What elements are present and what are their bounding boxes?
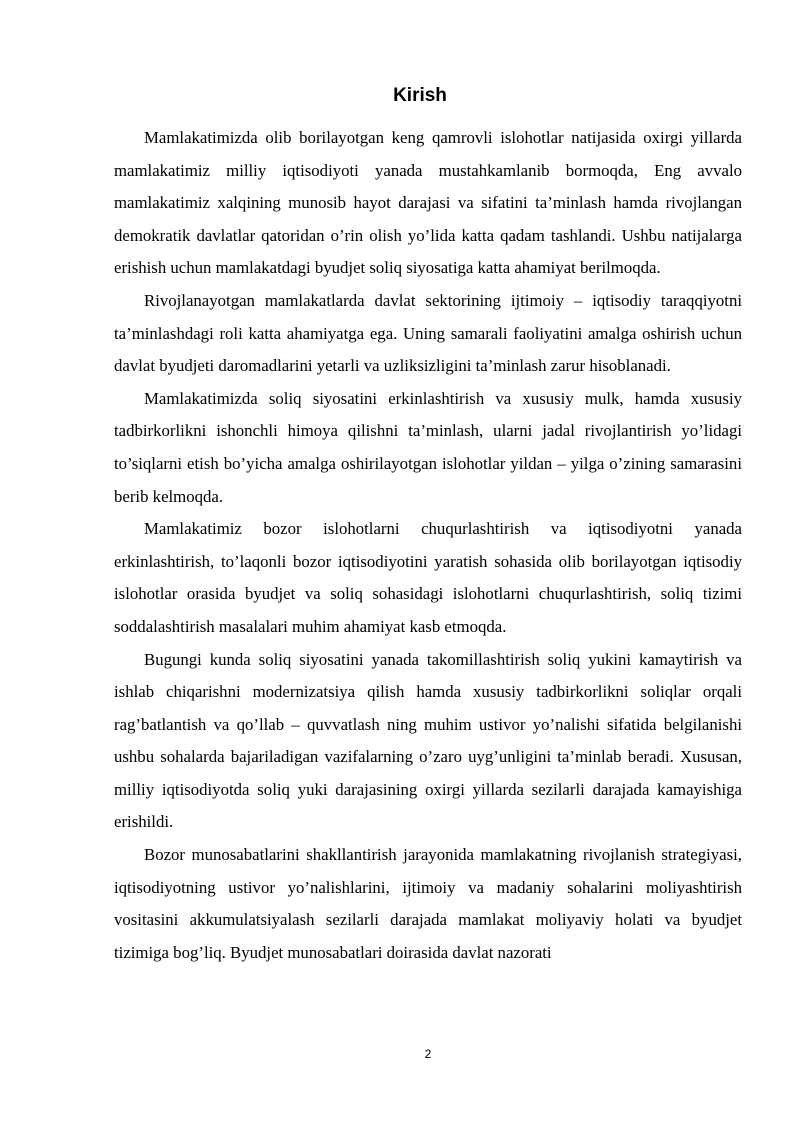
paragraph-3: Mamlakatimizda soliq siyosatini erkinlashtirish va xususiy mulk, hamda xususiy tadbirkorlikni ishonchli himoya qilishni ta’minlash, ularni jadal rivojlantirish yo’lidagi to’siqlarni etish bo’yicha amalga oshirilayotgan islohotlar yildan – yilga o’zining samarasini berib kelmoqda. — [114, 388, 742, 506]
body-text — [114, 122, 742, 969]
paragraph-6: Bozor munosabatlarini shakllantirish jarayonida mamlakatning rivojlanish strategiyasi, iqtisodiyotning ustivor yo’nalishlarini, ijtimoiy va madaniy sohalarini moliyashtirish vositasini akkumulatsiyalash sezilarli darajada mamlakat moliyaviy holati va byudjet tizimiga bog’liq. Byudjet munosabatlari doirasida davlat nazorati — [114, 845, 742, 962]
page-title: Kirish — [393, 85, 447, 106]
paragraph-2: Rivojlanayotgan mamlakatlarda davlat sektorining ijtimoiy – iqtisodiy taraqqiyotni ta’minlashdagi roli katta ahamiyatga ega. Uning samarali faoliyatini amalga oshirish uchun davlat byudjeti daromadlarini yetarli va uzliksizligini ta’minlash zarur hisoblanadi. — [114, 290, 742, 376]
paragraph-4: Mamlakatimiz bozor islohotlarni chuqurlashtirish va iqtisodiyotni yanada erkinlashtirish, to’laqonli bozor iqtisodiyotini yaratish sohasida olib borilayotgan iqtisodiy islohotlar orasida byudjet va soliq sohasidagi islohotlarni chuqurlashtirish, soliq tizimi soddalashtirish masalalari muhim ahamiyat kasb etmoqda. — [114, 519, 742, 636]
paragraph-1: Mamlakatimizda olib borilayotgan keng qamrovli islohotlar natijasida oxirgi yillarda mamlakatimiz milliy iqtisodiyoti yanada mustahkamlanib bormoqda, Eng avvalo mamlakatimiz xalqining munosib hayot darajasi va sifatini ta’minlash hamda rivojlangan demokratik davlatlar qatoridan o’rin olish yo’lida katta qadam tashlandi. Ushbu natijalarga erishish uchun mamlakatdagi byudjet soliq siyosatiga katta ahamiyat berilmoqda. — [114, 128, 742, 278]
paragraph-5: Bugungi kunda soliq siyosatini yanada takomillashtirish soliq yukini kamaytirish va ishlab chiqarishni modernizatsiya qilish hamda xususiy tadbirkorlikni soliqlar orqali rag’batlantish va qo’llab – quvvatlash ning muhim ustivor yo’nalishi sifatida belgilanishi ushbu sohalarda bajariladigan vazifalarning o’zaro uyg’unligini ta’minlab beradi. Xususan, milliy iqtisodiyotda soliq yuki darajasining oxirgi yillarda sezilarli darajada kamayishiga erishildi. — [114, 649, 742, 832]
page-number: 2 — [424, 1047, 432, 1061]
